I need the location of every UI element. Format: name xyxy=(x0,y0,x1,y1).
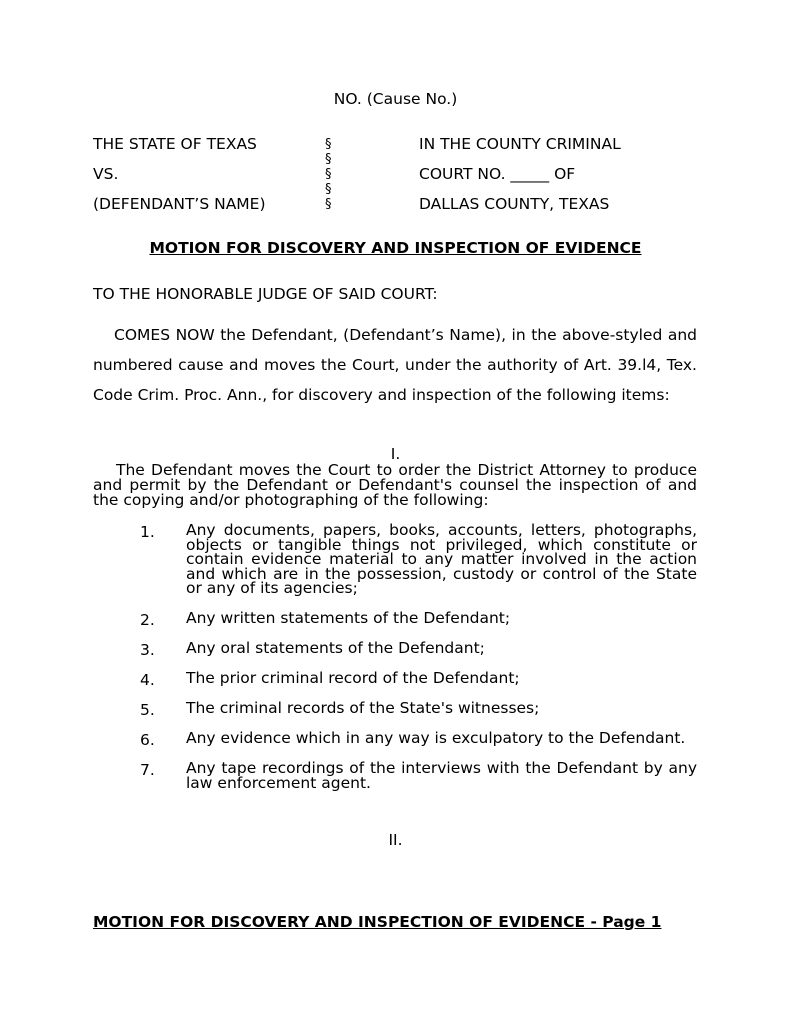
section-symbol: § xyxy=(325,197,332,212)
caption-party-defendant: (DEFENDANT’S NAME) xyxy=(93,195,266,213)
salutation: TO THE HONORABLE JUDGE OF SAID COURT: xyxy=(93,285,438,303)
section-heading: II. xyxy=(388,831,403,849)
intro-paragraph: COMES NOW the Defendant, (Defendant’s Name), in the above-styled and numbered cause and moves the Court, under the authority of Art. 39.l4, Tex. Code Crim. Proc. Ann., for discovery and inspection of the following items: xyxy=(93,326,697,404)
list-item-text: Any oral statements of the Defendant; xyxy=(186,639,485,657)
caption-court-number: COURT NO. _____ OF xyxy=(419,165,576,183)
caption-court: IN THE COUNTY CRIMINAL xyxy=(419,135,621,153)
section-symbol: § xyxy=(325,167,332,182)
list-item-text: Any evidence which in any way is exculpatory to the Defendant. xyxy=(186,729,686,747)
section-symbol: § xyxy=(325,137,332,152)
list-item-text: The criminal records of the State's witnesses; xyxy=(186,699,540,717)
cause-number: NO. (Cause No.) xyxy=(333,90,458,108)
list-item-text: Any written statements of the Defendant; xyxy=(186,609,511,627)
document-title: MOTION FOR DISCOVERY AND INSPECTION OF EVIDENCE xyxy=(149,239,642,257)
list-item-number: 3. xyxy=(140,641,155,659)
list-item-text: Any documents, papers, books, accounts, letters, photographs, objects or tangible things not privileged, which constitute or contain evidence material to any matter involved in the action and which are in the possession, custody or control of the State or any of its agencies; xyxy=(186,521,697,597)
list-item-number: 4. xyxy=(140,671,155,689)
list-item-number: 1. xyxy=(140,523,155,541)
caption-county: DALLAS COUNTY, TEXAS xyxy=(419,195,610,213)
page-footer: MOTION FOR DISCOVERY AND INSPECTION OF EVIDENCE - Page 1 xyxy=(93,913,662,931)
section-symbol: § xyxy=(325,152,332,167)
list-item-text: Any tape recordings of the interviews with the Defendant by any law enforcement agent. xyxy=(186,759,697,792)
list-item-number: 7. xyxy=(140,761,155,779)
section-paragraph: The Defendant moves the Court to order the District Attorney to produce and permit by the Defendant or Defendant's counsel the inspection of and the copying and/or photographing of the following: xyxy=(93,461,697,509)
caption-party-state: THE STATE OF TEXAS xyxy=(93,135,257,153)
list-item-text: The prior criminal record of the Defendant; xyxy=(186,669,520,687)
list-item-number: 5. xyxy=(140,701,155,719)
caption-versus: VS. xyxy=(93,165,119,183)
section-symbol: § xyxy=(325,182,332,197)
list-item-number: 6. xyxy=(140,731,155,749)
section-heading: I. xyxy=(390,445,401,463)
list-item-number: 2. xyxy=(140,611,155,629)
